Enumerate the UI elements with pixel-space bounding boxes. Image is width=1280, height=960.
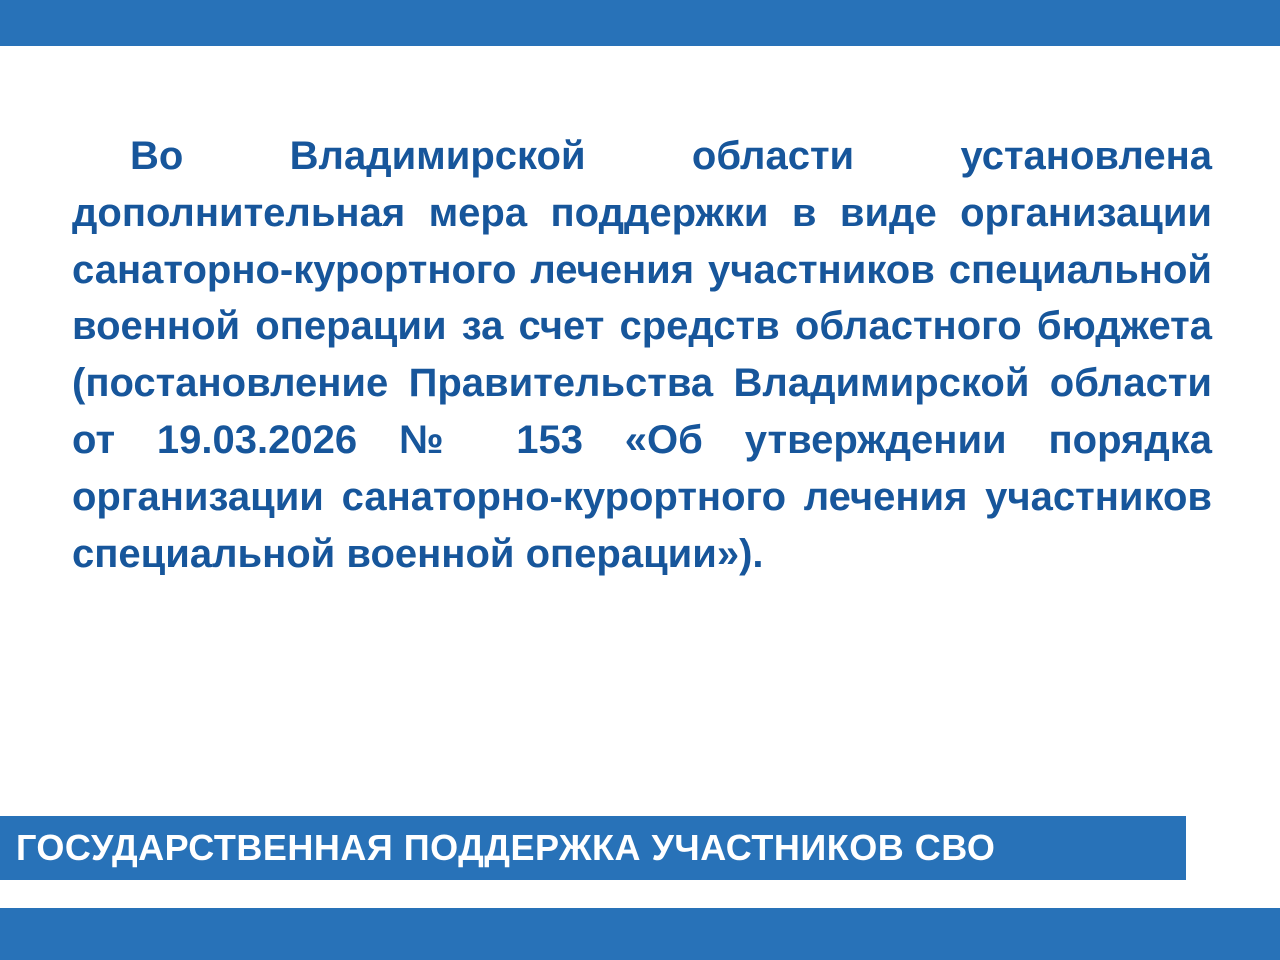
footer-title: ГОСУДАРСТВЕННАЯ ПОДДЕРЖКА УЧАСТНИКОВ СВО [16,827,996,868]
top-bar-divider [0,46,1280,49]
top-decorative-bar [0,0,1280,46]
footer-gap [0,880,1280,908]
slide-content [72,128,1212,582]
bottom-decorative-bar [0,908,1280,960]
body-paragraph: Во Владимирской области установлена дополнительная мера поддержки в виде организации санаторно-курортного лечения участников специальной военной операции за счет средств областного бюджета (постановление Правительства Владимирской области от 19.03.2026 № 153 «Об утверждении порядка организации санаторно-курортного лечения участников специальной военной операции»). [72,134,1212,576]
footer-banner [0,816,1186,880]
